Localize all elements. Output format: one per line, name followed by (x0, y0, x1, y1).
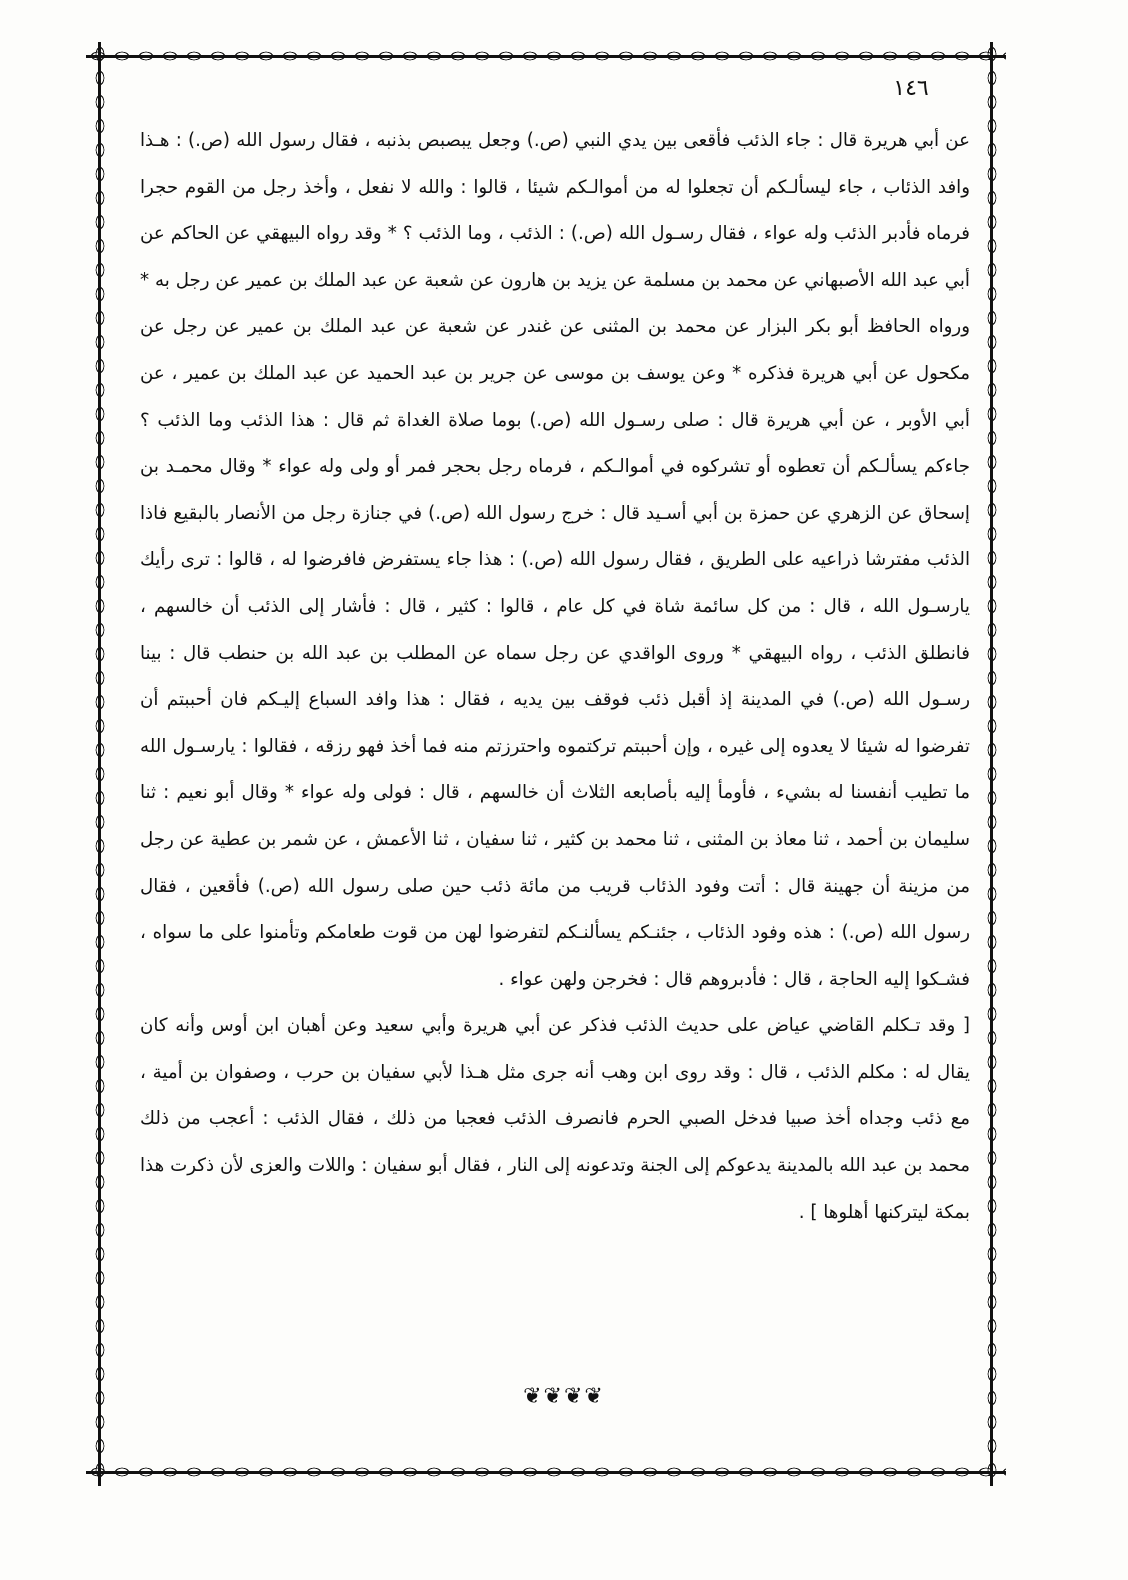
page-number: ١٤٦ (866, 72, 956, 106)
page-text (140, 118, 970, 1236)
border-bottom-chain-icon (86, 1458, 1006, 1486)
paragraph-main: عن أبي هريرة قال : جاء الذئب فأقعى بين يدي النبي (ص.) وجعل يبصبص بذنبه ، فقال رسول الله (ص.) : هـذا وافد الذئاب ، جاء ليسألـكم أن تجعلوا له من أموالـكم شيئا ، قالوا : والله لا نفعل ، وأخذ رجل من القوم حجرا فرماه فأدبر الذئب وله عواء ، فقال رسـول الله (ص.) : الذئب ، وما الذئب ؟ * وقد رواه البيهقي عن الحاكم عن أبي عبد الله الأصبهاني عن محمد بن مسلمة عن يزيد بن هارون عن شعبة عن عبد الملك بن عمير عن رجل به * ورواه الحافظ أبو بكر البزار عن محمد بن المثنى عن غندر عن شعبة عن عبد الملك بن عمير عن رجل عن مكحول عن أبي هريرة فذكره * وعن يوسف بن موسى عن جرير بن عبد الحميد عن عبد الملك بن عمير ، عن أبي الأوبر ، عن أبي هريرة قال : صلى رسـول الله (ص.) بوما صلاة الغداة ثم قال : هذا الذئب وما الذئب ؟ جاءكم يسألـكم أن تعطوه أو تشركوه في أموالـكم ، فرماه رجل بحجر فمر أو ولى وله عواء * وقال محمـد بن إسحاق عن الزهري عن حمزة بن أبي أسـيد قال : خرج رسول الله (ص.) في جنازة رجل من الأنصار بالبقيع فاذا الذئب مفترشا ذراعيه على الطريق ، فقال رسول الله (ص.) : هذا جاء يستفرض فافرضوا له ، قالوا : ترى رأيك يارسـول الله ، قال : من كل سائمة شاة في كل عام ، قالوا : كثير ، قال : فأشار إلى الذئب أن خالسهم ، فانطلق الذئب ، رواه البيهقي * وروى الواقدي عن رجل سماه عن المطلب بن عبد الله بن حنطب قال : بينا رسـول الله (ص.) في المدينة إذ أقبل ذئب فوقف بين يديه ، فقال : هذا وافد السباع إليـكم فان أحببتم أن تفرضوا له شيئا لا يعدوه إلى غيره ، وإن أحببتم تركتموه واحترزتم منه فما أخذ فهو رزقه ، فقالوا : يارسـول الله ما تطيب أنفسنا له بشيء ، فأومأ إليه بأصابعه الثلاث أن خالسهم ، قال : فولى وله عواء * وقال أبو نعيم : ثنا سليمان بن أحمد ، ثنا معاذ بن المثنى ، ثنا محمد بن كثير ، ثنا سفيان ، ثنا الأعمش ، عن شمر بن عطية عن رجل من مزينة أن جهينة قال : أتت وفود الذئاب قريب من مائة ذئب حين صلى رسول الله (ص.) فأقعين ، فقال رسول الله (ص.) : هذه وفود الذئاب ، جئنـكم يسألنـكم لتفرضوا لهن من قوت طعامكم وتأمنوا على ما سواه ، فشـكوا إليه الحاجة ، قال : فأدبروهم قال : فخرجن ولهن عواء . (140, 130, 970, 990)
paragraph-bracketed: [ وقد تـكلم القاضي عياض على حديث الذئب فذكر عن أبي هريرة وأبي سعيد وعن أهبان ابن أوس وأنه كان يقال له : مكلم الذئب ، قال : وقد روى ابن وهب أنه جرى مثل هـذا لأبي سفيان بن حرب ، وصفوان بن أمية ، مع ذئب وجداه أخذ صبيا فدخل الصبي الحرم فانصرف الذئب فعجبا من ذلك ، فقال الذئب : أعجب من ذلك محمد بن عبد الله بالمدينة يدعوكم إلى الجنة وتدعونه إلى النار ، فقال أبو سفيان : واللات والعزى لأن ذكرت هذا بمكة ليتركنها أهلوها ] . (140, 1015, 970, 1223)
border-right-chain-icon (978, 42, 1006, 1486)
border-left-chain-icon (86, 42, 114, 1486)
floral-ornament-icon: ❦❦❦❦ (523, 1384, 605, 1409)
border-top-chain-icon (86, 42, 1006, 70)
